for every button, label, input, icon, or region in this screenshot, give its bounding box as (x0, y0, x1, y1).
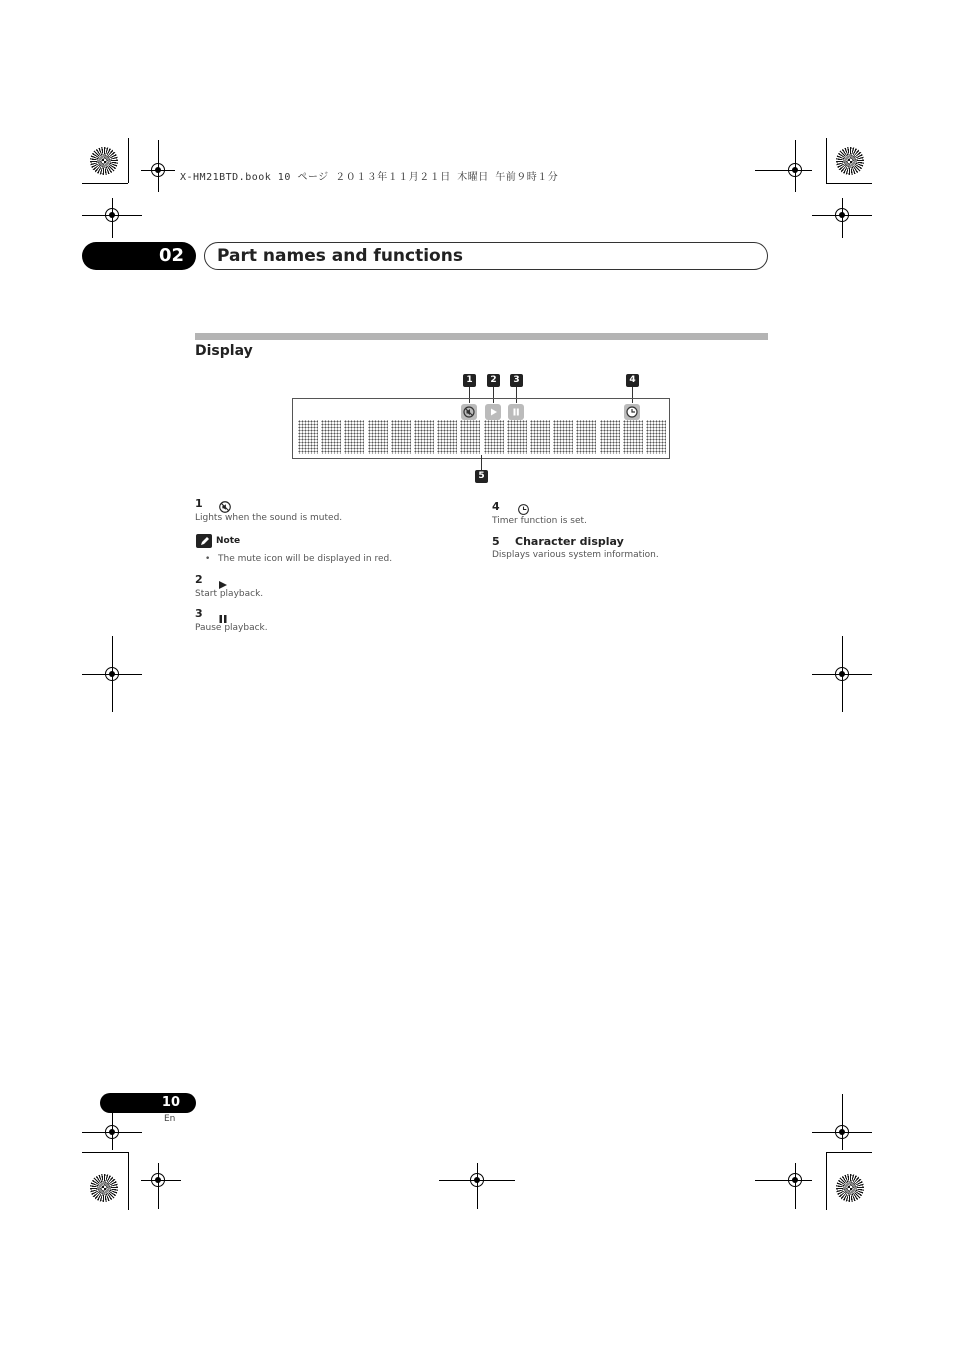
item-3-description: Pause playback. (195, 623, 268, 633)
note-bullet-text: The mute icon will be displayed in red. (218, 554, 393, 564)
item-1-description: Lights when the sound is muted. (195, 513, 343, 523)
character-cell (321, 420, 341, 454)
registration-starburst-icon (90, 147, 118, 175)
section-title: Display (195, 343, 253, 359)
note-label: Note (216, 536, 241, 546)
character-cell (484, 420, 504, 454)
chapter-number: 02 (82, 242, 196, 270)
callout-1: 1 (463, 374, 476, 387)
note-bullet-marker: • (205, 554, 211, 564)
timer-icon (624, 404, 640, 420)
character-cell (460, 420, 480, 454)
callout-3: 3 (510, 374, 523, 387)
character-cell (600, 420, 620, 454)
character-cell (553, 420, 573, 454)
character-cell (414, 420, 434, 454)
character-cell (530, 420, 550, 454)
pause-icon (508, 404, 524, 420)
file-info-line: X-HM21BTD.book 10 ページ ２０１３年１１月２１日 木曜日 午前９時１分 (180, 172, 559, 183)
play-icon (485, 404, 501, 420)
page-number: 10 (100, 1093, 196, 1113)
character-cell (576, 420, 596, 454)
character-cell (437, 420, 457, 454)
character-cell (298, 420, 318, 454)
character-cell (646, 420, 666, 454)
callout-4: 4 (626, 374, 639, 387)
item-1-number: 1 (195, 497, 203, 510)
mute-icon (461, 404, 477, 420)
character-cell (507, 420, 527, 454)
section-divider (195, 333, 768, 340)
registration-starburst-icon (836, 1174, 864, 1202)
callout-2: 2 (487, 374, 500, 387)
chapter-title: Part names and functions (204, 242, 768, 270)
item-5-title: Character display (515, 535, 624, 548)
character-cell (344, 420, 364, 454)
item-4-description: Timer function is set. (492, 516, 587, 526)
item-2-number: 2 (195, 573, 203, 586)
note-icon (196, 534, 212, 548)
registration-starburst-icon (90, 1174, 118, 1202)
item-2-description: Start playback. (195, 589, 264, 599)
language-label: En (164, 1114, 176, 1124)
display-panel (292, 398, 670, 459)
registration-starburst-icon (836, 147, 864, 175)
item-5-number: 5 (492, 535, 500, 548)
item-3-number: 3 (195, 607, 203, 620)
callout-5: 5 (475, 470, 488, 483)
item-5-description: Displays various system information. (492, 550, 659, 560)
item-4-number: 4 (492, 500, 500, 513)
character-cell (368, 420, 388, 454)
character-cell (623, 420, 643, 454)
character-cell (391, 420, 411, 454)
